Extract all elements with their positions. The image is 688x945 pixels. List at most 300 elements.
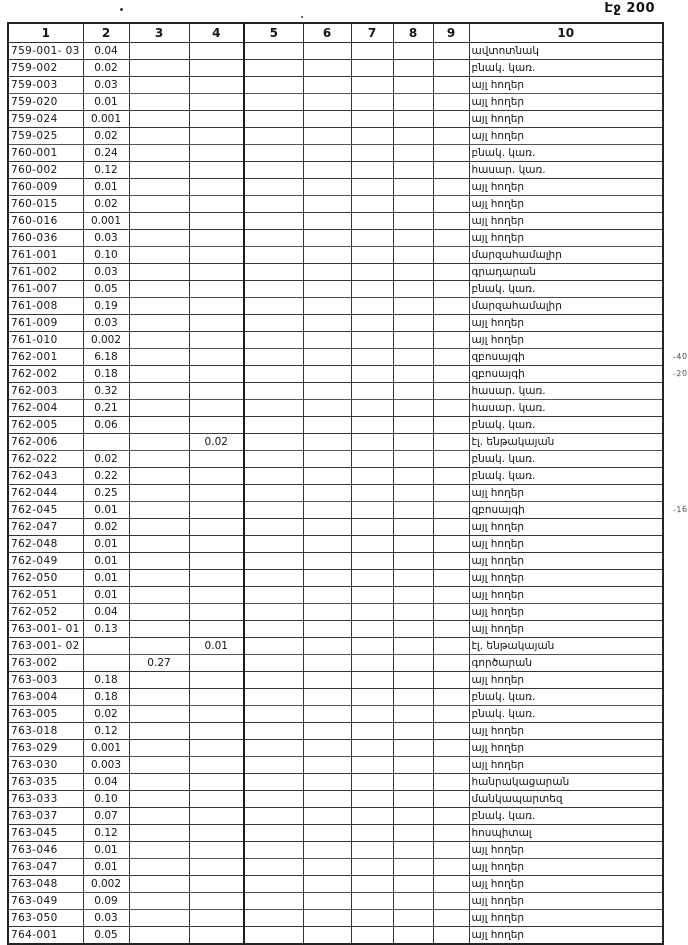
- table-row: [8, 774, 663, 791]
- empty-cell: [393, 298, 433, 315]
- empty-cell: [351, 315, 393, 332]
- land-use-cell: բնակ. կառ.: [469, 808, 663, 825]
- empty-cell: [303, 230, 351, 247]
- area-value-cell: 0.03: [83, 77, 129, 94]
- table-row: [8, 655, 663, 672]
- table-row: [8, 740, 663, 757]
- parcel-code-cell: 762-044: [8, 485, 83, 502]
- empty-cell: [433, 349, 469, 366]
- table-row: [8, 502, 663, 519]
- parcel-code-cell: 762-001: [8, 349, 83, 366]
- land-use-cell: էլ. ենթակայան: [469, 638, 663, 655]
- area-value-cell: 0.24: [83, 145, 129, 162]
- empty-cell: [244, 876, 303, 893]
- value-col3-cell: [129, 77, 189, 94]
- value-col4-cell: [189, 485, 244, 502]
- empty-cell: [244, 281, 303, 298]
- table-row: [8, 162, 663, 179]
- empty-cell: [433, 60, 469, 77]
- empty-cell: [244, 587, 303, 604]
- empty-cell: [244, 825, 303, 842]
- area-value-cell: 0.01: [83, 94, 129, 111]
- empty-cell: [244, 162, 303, 179]
- value-col3-cell: [129, 825, 189, 842]
- value-col3-cell: [129, 94, 189, 111]
- value-col3-cell: 0.27: [129, 655, 189, 672]
- table-row: [8, 468, 663, 485]
- empty-cell: [433, 196, 469, 213]
- empty-cell: [433, 638, 469, 655]
- empty-cell: [433, 111, 469, 128]
- land-use-cell: հասար. կառ.: [469, 162, 663, 179]
- empty-cell: [433, 179, 469, 196]
- area-value-cell: 0.002: [83, 332, 129, 349]
- empty-cell: [244, 859, 303, 876]
- area-value-cell: 0.12: [83, 825, 129, 842]
- parcel-code-cell: 760-016: [8, 213, 83, 230]
- empty-cell: [351, 247, 393, 264]
- empty-cell: [244, 723, 303, 740]
- area-value-cell: 0.13: [83, 621, 129, 638]
- area-value-cell: 0.002: [83, 876, 129, 893]
- empty-cell: [393, 111, 433, 128]
- value-col3-cell: [129, 910, 189, 927]
- empty-cell: [433, 43, 469, 60]
- empty-cell: [393, 264, 433, 281]
- value-col4-cell: [189, 94, 244, 111]
- table-row: [8, 604, 663, 621]
- area-value-cell: 0.02: [83, 706, 129, 723]
- empty-cell: [244, 706, 303, 723]
- parcel-code-cell: 762-002: [8, 366, 83, 383]
- empty-cell: [303, 434, 351, 451]
- empty-cell: [393, 383, 433, 400]
- land-use-cell: հասար. կառ.: [469, 383, 663, 400]
- value-col3-cell: [129, 315, 189, 332]
- empty-cell: [244, 213, 303, 230]
- value-col4-cell: [189, 281, 244, 298]
- area-value-cell: 0.01: [83, 553, 129, 570]
- table-row: [8, 417, 663, 434]
- empty-cell: [303, 349, 351, 366]
- land-use-cell: այլ հողեր: [469, 128, 663, 145]
- empty-cell: [244, 43, 303, 60]
- table-row: [8, 638, 663, 655]
- empty-cell: [244, 689, 303, 706]
- value-col3-cell: [129, 298, 189, 315]
- table-row: [8, 315, 663, 332]
- empty-cell: [351, 570, 393, 587]
- empty-cell: [244, 536, 303, 553]
- empty-cell: [351, 145, 393, 162]
- value-col4-cell: [189, 706, 244, 723]
- empty-cell: [351, 94, 393, 111]
- empty-cell: [351, 536, 393, 553]
- parcel-code-cell: 763-004: [8, 689, 83, 706]
- value-col4-cell: [189, 825, 244, 842]
- empty-cell: [244, 893, 303, 910]
- value-col4-cell: [189, 808, 244, 825]
- land-use-cell: բնակ. կառ.: [469, 417, 663, 434]
- parcel-code-cell: 760-015: [8, 196, 83, 213]
- land-use-cell: այլ հողեր: [469, 179, 663, 196]
- area-value-cell: 0.32: [83, 383, 129, 400]
- area-value-cell: 0.01: [83, 502, 129, 519]
- empty-cell: [433, 400, 469, 417]
- parcel-code-cell: 761-001: [8, 247, 83, 264]
- empty-cell: [393, 366, 433, 383]
- land-use-cell: բնակ. կառ.: [469, 281, 663, 298]
- area-value-cell: 0.03: [83, 264, 129, 281]
- parcel-code-cell: 763-046: [8, 842, 83, 859]
- empty-cell: [244, 77, 303, 94]
- area-value-cell: 0.01: [83, 859, 129, 876]
- area-value-cell: 0.001: [83, 740, 129, 757]
- parcel-code-cell: 762-050: [8, 570, 83, 587]
- area-value-cell: 0.04: [83, 604, 129, 621]
- empty-cell: [393, 315, 433, 332]
- empty-cell: [393, 434, 433, 451]
- parcel-code-cell: 760-002: [8, 162, 83, 179]
- empty-cell: [433, 383, 469, 400]
- empty-cell: [433, 774, 469, 791]
- empty-cell: [433, 842, 469, 859]
- empty-cell: [303, 910, 351, 927]
- empty-cell: [244, 655, 303, 672]
- empty-cell: [393, 927, 433, 945]
- empty-cell: [351, 485, 393, 502]
- parcel-code-cell: 762-051: [8, 587, 83, 604]
- table-row: [8, 927, 663, 945]
- land-use-cell: այլ հողեր: [469, 111, 663, 128]
- parcel-code-cell: 762-045: [8, 502, 83, 519]
- land-use-cell: այլ հողեր: [469, 332, 663, 349]
- table-row: [8, 621, 663, 638]
- empty-cell: [351, 519, 393, 536]
- column-header-5: 5: [244, 23, 303, 43]
- parcel-code-cell: 762-049: [8, 553, 83, 570]
- value-col4-cell: 0.02: [189, 434, 244, 451]
- table-row: [8, 213, 663, 230]
- value-col4-cell: [189, 230, 244, 247]
- empty-cell: [351, 587, 393, 604]
- empty-cell: [393, 808, 433, 825]
- value-col3-cell: [129, 604, 189, 621]
- empty-cell: [303, 842, 351, 859]
- land-use-cell: այլ հողեր: [469, 876, 663, 893]
- land-use-cell: այլ հողեր: [469, 196, 663, 213]
- empty-cell: [433, 706, 469, 723]
- value-col3-cell: [129, 451, 189, 468]
- handwritten-margin-mark: -20: [673, 368, 688, 379]
- empty-cell: [393, 60, 433, 77]
- parcel-code-cell: 763-050: [8, 910, 83, 927]
- empty-cell: [433, 468, 469, 485]
- area-value-cell: 0.12: [83, 723, 129, 740]
- area-value-cell: 0.02: [83, 519, 129, 536]
- value-col4-cell: [189, 621, 244, 638]
- table-row: [8, 298, 663, 315]
- empty-cell: [393, 655, 433, 672]
- empty-cell: [303, 655, 351, 672]
- value-col3-cell: [129, 247, 189, 264]
- value-col4-cell: [189, 570, 244, 587]
- table-row: [8, 689, 663, 706]
- area-value-cell: 0.01: [83, 842, 129, 859]
- area-value-cell: 0.18: [83, 689, 129, 706]
- empty-cell: [244, 315, 303, 332]
- empty-cell: [351, 196, 393, 213]
- land-use-cell: այլ հողեր: [469, 893, 663, 910]
- empty-cell: [393, 77, 433, 94]
- land-use-cell: այլ հողեր: [469, 519, 663, 536]
- empty-cell: [433, 570, 469, 587]
- empty-cell: [351, 264, 393, 281]
- value-col4-cell: [189, 213, 244, 230]
- empty-cell: [433, 434, 469, 451]
- land-use-cell: հոսպիտալ: [469, 825, 663, 842]
- empty-cell: [303, 332, 351, 349]
- value-col4-cell: [189, 519, 244, 536]
- area-value-cell: 0.02: [83, 128, 129, 145]
- empty-cell: [244, 247, 303, 264]
- empty-cell: [303, 706, 351, 723]
- land-use-cell: այլ հողեր: [469, 77, 663, 94]
- empty-cell: [351, 859, 393, 876]
- value-col4-cell: [189, 757, 244, 774]
- empty-cell: [433, 77, 469, 94]
- empty-cell: [303, 757, 351, 774]
- empty-cell: [393, 230, 433, 247]
- value-col4-cell: [189, 162, 244, 179]
- value-col4-cell: [189, 247, 244, 264]
- empty-cell: [433, 332, 469, 349]
- column-header-3: 3: [129, 23, 189, 43]
- value-col3-cell: [129, 145, 189, 162]
- value-col3-cell: [129, 587, 189, 604]
- empty-cell: [244, 740, 303, 757]
- value-col4-cell: 0.01: [189, 638, 244, 655]
- table-row: [8, 723, 663, 740]
- table-row: [8, 332, 663, 349]
- empty-cell: [303, 791, 351, 808]
- value-col3-cell: [129, 842, 189, 859]
- column-header-7: 7: [351, 23, 393, 43]
- empty-cell: [303, 621, 351, 638]
- parcel-code-cell: 763-030: [8, 757, 83, 774]
- empty-cell: [303, 570, 351, 587]
- empty-cell: [393, 689, 433, 706]
- empty-cell: [393, 94, 433, 111]
- empty-cell: [433, 655, 469, 672]
- parcel-code-cell: 763-001- 02: [8, 638, 83, 655]
- empty-cell: [303, 468, 351, 485]
- empty-cell: [351, 621, 393, 638]
- empty-cell: [244, 808, 303, 825]
- table-row: [8, 434, 663, 451]
- value-col4-cell: [189, 349, 244, 366]
- land-use-cell: այլ հողեր: [469, 315, 663, 332]
- empty-cell: [244, 111, 303, 128]
- value-col4-cell: [189, 145, 244, 162]
- value-col3-cell: [129, 400, 189, 417]
- parcel-code-cell: 764-001: [8, 927, 83, 945]
- land-use-cell: այլ հողեր: [469, 910, 663, 927]
- value-col3-cell: [129, 519, 189, 536]
- land-use-cell: այլ հողեր: [469, 604, 663, 621]
- empty-cell: [303, 774, 351, 791]
- land-use-cell: զբոսայգի -40: [469, 349, 663, 366]
- land-use-cell: այլ հողեր: [469, 672, 663, 689]
- parcel-code-cell: 759-020: [8, 94, 83, 111]
- empty-cell: [351, 451, 393, 468]
- value-col3-cell: [129, 553, 189, 570]
- empty-cell: [351, 706, 393, 723]
- empty-cell: [303, 587, 351, 604]
- table-row: [8, 111, 663, 128]
- empty-cell: [303, 723, 351, 740]
- empty-cell: [303, 366, 351, 383]
- value-col3-cell: [129, 162, 189, 179]
- empty-cell: [303, 553, 351, 570]
- value-col3-cell: [129, 927, 189, 945]
- empty-cell: [244, 332, 303, 349]
- value-col4-cell: [189, 553, 244, 570]
- value-col3-cell: [129, 128, 189, 145]
- area-value-cell: 0.001: [83, 213, 129, 230]
- value-col3-cell: [129, 468, 189, 485]
- parcel-code-cell: 763-045: [8, 825, 83, 842]
- area-value-cell: [83, 434, 129, 451]
- empty-cell: [433, 502, 469, 519]
- empty-cell: [433, 825, 469, 842]
- empty-cell: [351, 842, 393, 859]
- table-row: [8, 910, 663, 927]
- empty-cell: [351, 672, 393, 689]
- value-col3-cell: [129, 791, 189, 808]
- empty-cell: [351, 43, 393, 60]
- empty-cell: [303, 128, 351, 145]
- area-value-cell: [83, 655, 129, 672]
- empty-cell: [351, 689, 393, 706]
- parcel-code-cell: 761-008: [8, 298, 83, 315]
- area-value-cell: 0.03: [83, 910, 129, 927]
- value-col4-cell: [189, 740, 244, 757]
- empty-cell: [303, 94, 351, 111]
- area-value-cell: 0.03: [83, 315, 129, 332]
- area-value-cell: 0.10: [83, 247, 129, 264]
- empty-cell: [393, 502, 433, 519]
- empty-cell: [351, 825, 393, 842]
- empty-cell: [351, 553, 393, 570]
- handwritten-margin-mark: -16: [673, 504, 688, 515]
- column-header-1: 1: [8, 23, 83, 43]
- parcel-code-cell: 763-005: [8, 706, 83, 723]
- empty-cell: [303, 808, 351, 825]
- empty-cell: [244, 366, 303, 383]
- value-col3-cell: [129, 332, 189, 349]
- empty-cell: [393, 791, 433, 808]
- empty-cell: [351, 298, 393, 315]
- empty-cell: [351, 128, 393, 145]
- value-col4-cell: [189, 842, 244, 859]
- empty-cell: [433, 689, 469, 706]
- empty-cell: [351, 179, 393, 196]
- empty-cell: [393, 570, 433, 587]
- empty-cell: [303, 111, 351, 128]
- empty-cell: [244, 60, 303, 77]
- empty-cell: [303, 281, 351, 298]
- scan-speck: [301, 16, 303, 18]
- empty-cell: [244, 604, 303, 621]
- value-col3-cell: [129, 570, 189, 587]
- empty-cell: [433, 366, 469, 383]
- table-row: [8, 519, 663, 536]
- empty-cell: [351, 893, 393, 910]
- area-value-cell: 0.05: [83, 281, 129, 298]
- empty-cell: [303, 672, 351, 689]
- empty-cell: [244, 553, 303, 570]
- land-use-cell: բնակ. կառ.: [469, 689, 663, 706]
- table-row: [8, 757, 663, 774]
- value-col3-cell: [129, 349, 189, 366]
- value-col3-cell: [129, 808, 189, 825]
- area-value-cell: 0.02: [83, 196, 129, 213]
- table-row: [8, 553, 663, 570]
- empty-cell: [393, 162, 433, 179]
- empty-cell: [433, 859, 469, 876]
- empty-cell: [244, 502, 303, 519]
- value-col3-cell: [129, 196, 189, 213]
- value-col4-cell: [189, 366, 244, 383]
- parcel-code-cell: 759-024: [8, 111, 83, 128]
- empty-cell: [393, 825, 433, 842]
- land-use-cell: զբոսայգի -16: [469, 502, 663, 519]
- parcel-code-cell: 759-002: [8, 60, 83, 77]
- parcel-code-cell: 763-003: [8, 672, 83, 689]
- empty-cell: [303, 689, 351, 706]
- value-col3-cell: [129, 485, 189, 502]
- empty-cell: [393, 553, 433, 570]
- value-col3-cell: [129, 689, 189, 706]
- empty-cell: [351, 230, 393, 247]
- value-col4-cell: [189, 298, 244, 315]
- value-col4-cell: [189, 689, 244, 706]
- empty-cell: [433, 621, 469, 638]
- area-value-cell: 0.01: [83, 587, 129, 604]
- area-value-cell: 0.19: [83, 298, 129, 315]
- empty-cell: [433, 128, 469, 145]
- empty-cell: [351, 434, 393, 451]
- empty-cell: [393, 349, 433, 366]
- empty-cell: [433, 315, 469, 332]
- value-col4-cell: [189, 332, 244, 349]
- empty-cell: [393, 910, 433, 927]
- empty-cell: [303, 60, 351, 77]
- empty-cell: [244, 179, 303, 196]
- table-row: [8, 706, 663, 723]
- empty-cell: [303, 638, 351, 655]
- empty-cell: [433, 553, 469, 570]
- parcel-code-cell: 762-048: [8, 536, 83, 553]
- empty-cell: [303, 145, 351, 162]
- empty-cell: [393, 128, 433, 145]
- land-use-cell: այլ հողեր: [469, 230, 663, 247]
- empty-cell: [393, 876, 433, 893]
- empty-cell: [244, 638, 303, 655]
- empty-cell: [303, 485, 351, 502]
- value-col3-cell: [129, 536, 189, 553]
